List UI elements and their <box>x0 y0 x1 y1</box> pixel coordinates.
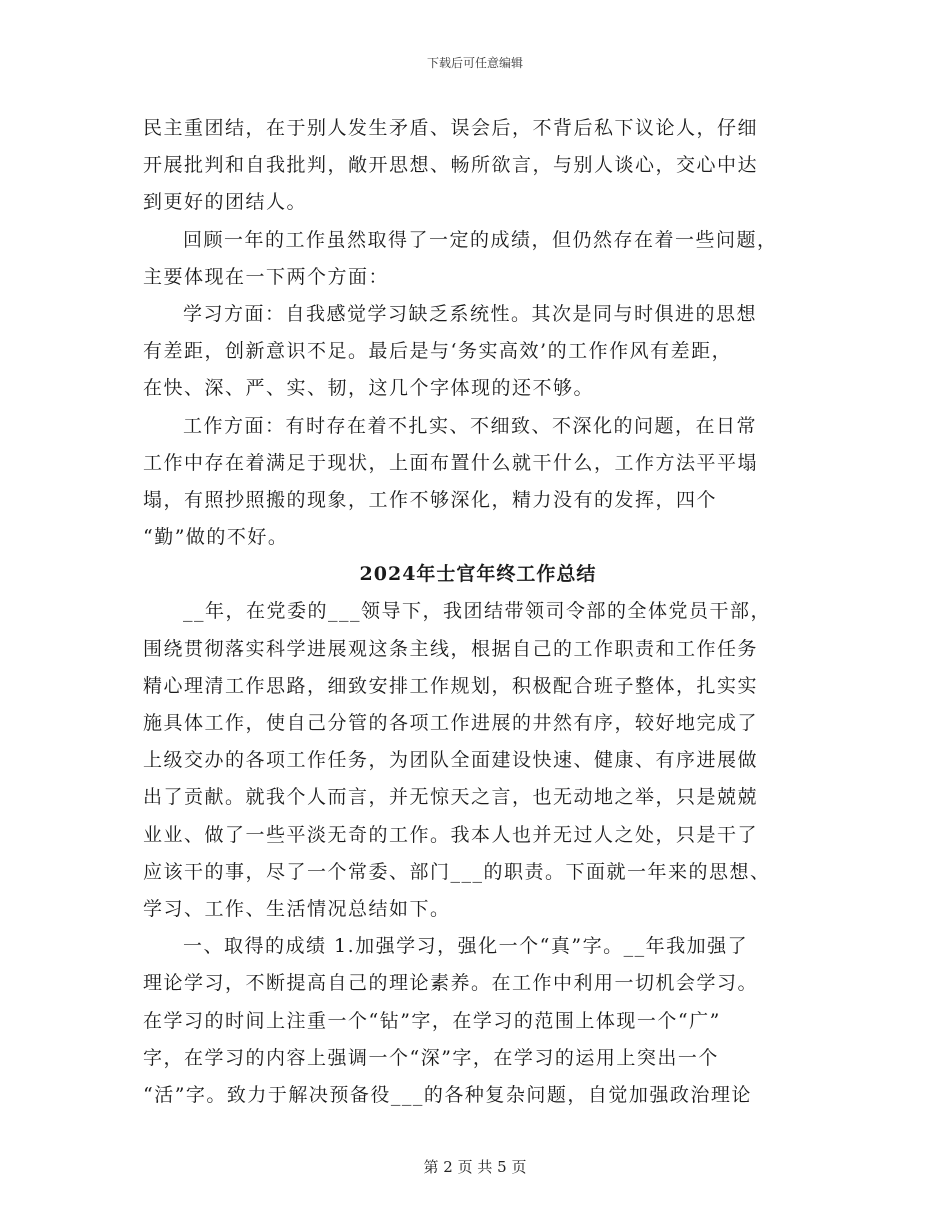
paragraph-line: 工作方面：有时存在着不扎实、不细致、不深化的问题，在日常 <box>183 414 758 437</box>
paragraph-line: 塌，有照抄照搬的现象，工作不够深化，精力没有的发挥，四个 <box>143 488 718 511</box>
paragraph-line: 字，在学习的内容上强调一个“深”字，在学习的运用上突出一个 <box>143 1046 719 1069</box>
paragraph-line: 在学习的时间上注重一个“钻”字，在学习的范围上体现一个“广” <box>143 1009 721 1032</box>
paragraph-line: 出了贡献。就我个人而言，并无惊天之言，也无动地之举，只是兢兢 <box>143 786 759 809</box>
paragraph-line: 施具体工作，使自己分管的各项工作进展的井然有序，较好地完成了 <box>143 712 759 734</box>
paragraph-line: 应该干的事，尽了一个常委、部门___的职责。下面就一年来的思想、 <box>143 860 771 883</box>
paragraph-line: 主要体现在一下两个方面： <box>143 265 390 288</box>
paragraph-line: 理论学习，不断提高自己的理论素养。在工作中利用一切机会学习。 <box>143 972 759 995</box>
paragraph-line: “活”字。致力于解决预备役___的各种复杂问题，自觉加强政治理论 <box>143 1083 752 1106</box>
paragraph-line: 到更好的团结人。 <box>143 191 308 214</box>
paragraph-line: 开展批判和自我批判，敞开思想、畅所欲言，与别人谈心，交心中达 <box>143 154 759 177</box>
paragraph-line: 精心理清工作思路，细致安排工作规划，积极配合班子整体，扎实实 <box>143 674 759 697</box>
paragraph-line: “勤”做的不好。 <box>143 526 289 549</box>
paragraph-line: 业业、做了一些平淡无奇的工作。我本人也并无过人之处，只是干了 <box>143 823 759 846</box>
paragraph-line: 学习方面：自我感觉学习缺乏系统性。其次是同与时俱进的思想 <box>183 302 758 325</box>
document-body <box>143 110 813 1114</box>
paragraph-line: 工作中存在着满足于现状，上面布置什么就干什么，工作方法平平塌 <box>143 451 759 474</box>
paragraph-line: 一、取得的成绩 1.加强学习，强化一个“真”字。__年我加强了 <box>183 935 749 958</box>
paragraph-line: 有差距，创新意识不足。最后是与‘务实高效’的工作作风有差距， <box>143 340 733 363</box>
section-title: 2024年士官年终工作总结 <box>359 563 597 586</box>
paragraph-line: 上级交办的各项工作任务，为团队全面建设快速、健康、有序进展做 <box>143 749 759 772</box>
page-number: 第 2 页 共 5 页 <box>423 1158 527 1176</box>
paragraph-line: 民主重团结，在于别人发生矛盾、误会后，不背后私下议论人，仔细 <box>143 117 759 139</box>
paragraph-line: 围绕贯彻落实科学进展观这条主线，根据自己的工作职责和工作任务 <box>143 637 759 660</box>
page-header: 下载后可任意编辑 <box>426 56 523 70</box>
paragraph-line: 在快、深、严、实、韧，这几个字体现的还不够。 <box>143 377 595 400</box>
paragraph-line: 学习、工作、生活情况总结如下。 <box>143 897 451 920</box>
paragraph-line: __年，在党委的___领导下，我团结带领司令部的全体党员干部， <box>183 600 772 623</box>
paragraph-line: 回顾一年的工作虽然取得了一定的成绩，但仍然存在着一些问题， <box>183 228 778 251</box>
